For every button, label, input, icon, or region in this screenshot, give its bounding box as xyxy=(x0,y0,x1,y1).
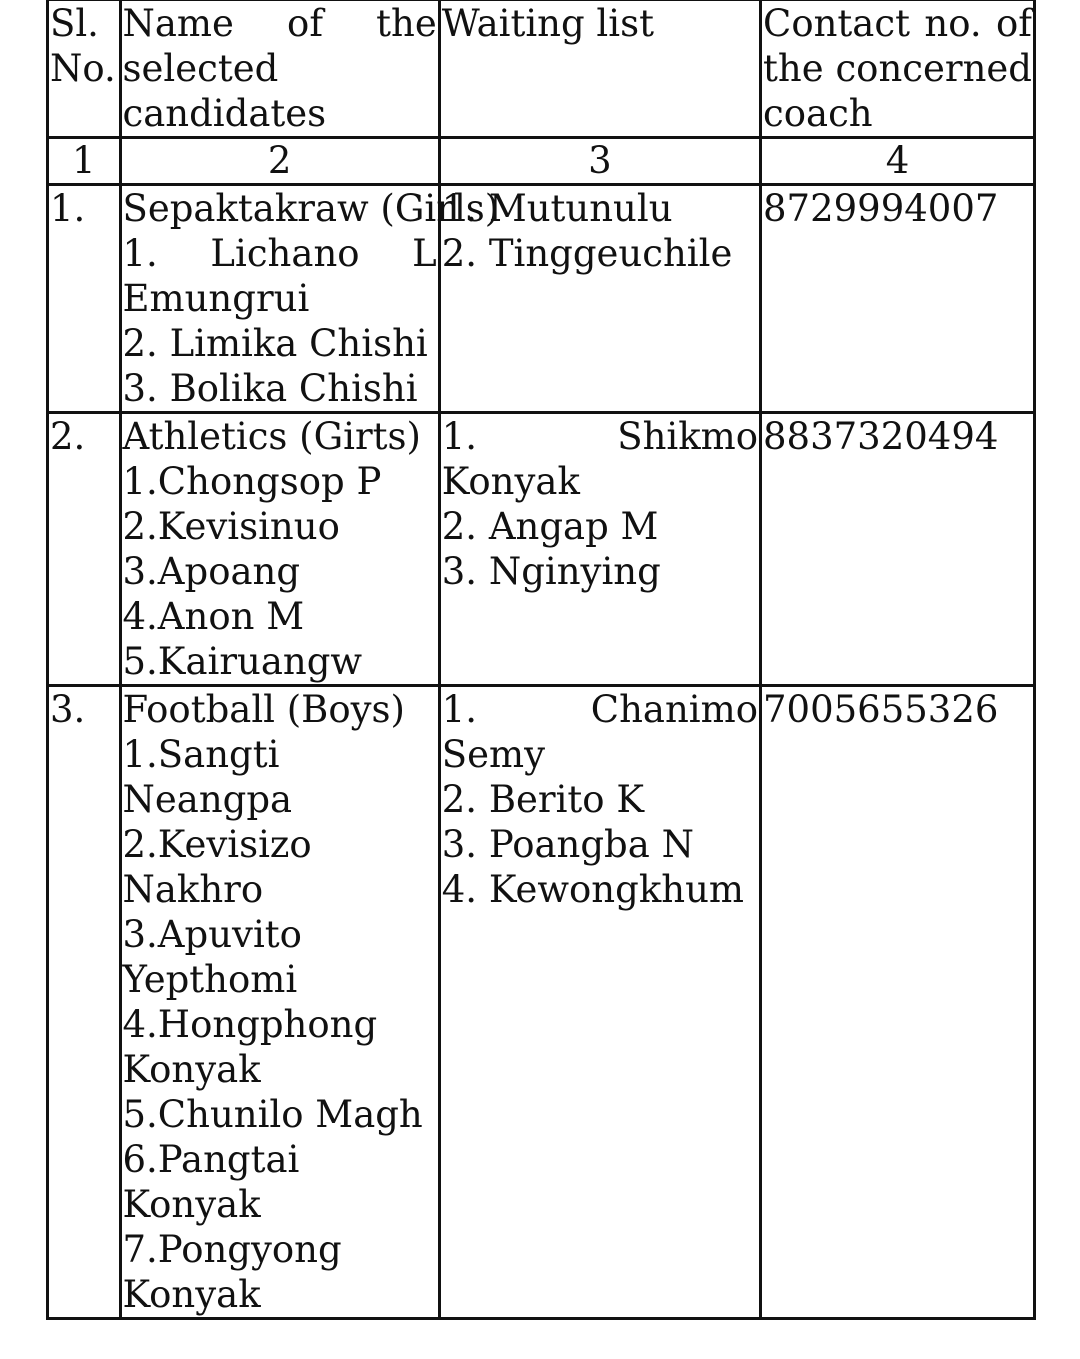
column-number-1: 1 xyxy=(48,138,121,185)
selected-candidate: 2.Kevisinuo xyxy=(122,505,340,548)
waiting-candidate: 1. Mutunulu xyxy=(441,187,673,230)
selected-candidate: 3.Apoang xyxy=(122,550,301,593)
waiting-candidate: 3. Poangba N xyxy=(441,823,694,866)
waiting-candidate: 1. Shikmo Konyak xyxy=(441,415,759,503)
header-waiting-list: Waiting list xyxy=(439,0,760,138)
header-coach-contact: Contact no. of the concerned coach xyxy=(761,0,1035,138)
selected-candidate: 1.Sangti Neangpa xyxy=(122,733,293,821)
coach-contact: 7005655326 xyxy=(761,686,1035,1319)
table-row xyxy=(48,686,1035,1319)
serial-number: 2. xyxy=(48,413,121,686)
selected-candidate: 3.Apuvito Yepthomi xyxy=(122,913,302,1001)
selected-candidate: 5.Kairuangw xyxy=(122,640,363,683)
header-selected-candidates: Name of the selected candidates xyxy=(120,0,439,138)
selected-candidates-cell xyxy=(120,185,500,413)
waiting-candidate: 2. Berito K xyxy=(441,778,644,821)
column-number-2: 2 xyxy=(120,138,439,185)
selected-candidate: 5.Chunilo Magh xyxy=(122,1093,423,1136)
sport-name: Athletics (Girts) xyxy=(122,415,421,458)
selected-candidate: 4.Anon M xyxy=(122,595,305,638)
sport-name: Football (Boys) xyxy=(122,688,405,731)
selection-table xyxy=(46,0,1036,1320)
waiting-list-cell xyxy=(439,686,760,1319)
selected-candidates-cell xyxy=(120,413,439,686)
sport-name: Sepaktakraw (Girls) xyxy=(122,187,500,230)
column-number-3: 3 xyxy=(439,138,760,185)
selected-candidate: 7.Pongyong Konyak xyxy=(122,1228,342,1316)
selected-candidate: 1. Lichano L Emungrui xyxy=(122,232,437,320)
coach-contact: 8837320494 xyxy=(761,413,1035,686)
column-number-4: 4 xyxy=(761,138,1035,185)
header-row xyxy=(48,0,1035,138)
table-row xyxy=(48,413,1035,686)
selected-candidate: 4.Hongphong Konyak xyxy=(122,1003,378,1091)
selected-candidate: 1.Chongsop P xyxy=(122,460,382,503)
waiting-candidate: 2. Angap M xyxy=(441,505,659,548)
selected-candidate: 3. Bolika Chishi xyxy=(122,367,418,410)
serial-number: 1. xyxy=(48,185,121,413)
table-row xyxy=(48,185,1035,413)
selected-candidate: 2.Kevisizo Nakhro xyxy=(122,823,312,911)
coach-contact: 8729994007 xyxy=(761,185,1035,413)
selected-candidate: 2. Limika Chishi xyxy=(122,322,428,365)
waiting-candidate: 1. Chanimo Semy xyxy=(441,688,759,776)
serial-number: 3. xyxy=(48,686,121,1319)
waiting-list-cell xyxy=(439,185,760,413)
selected-candidate: 6.Pangtai Konyak xyxy=(122,1138,300,1226)
waiting-candidate: 4. Kewongkhum xyxy=(441,868,744,911)
waiting-list-cell xyxy=(439,413,760,686)
waiting-candidate: 2. Tinggeuchile xyxy=(441,232,733,275)
header-sl-no: Sl. No. xyxy=(48,0,121,138)
selected-candidates-cell xyxy=(120,686,439,1319)
waiting-candidate: 3. Nginying xyxy=(441,550,661,593)
column-number-row xyxy=(48,138,1035,185)
